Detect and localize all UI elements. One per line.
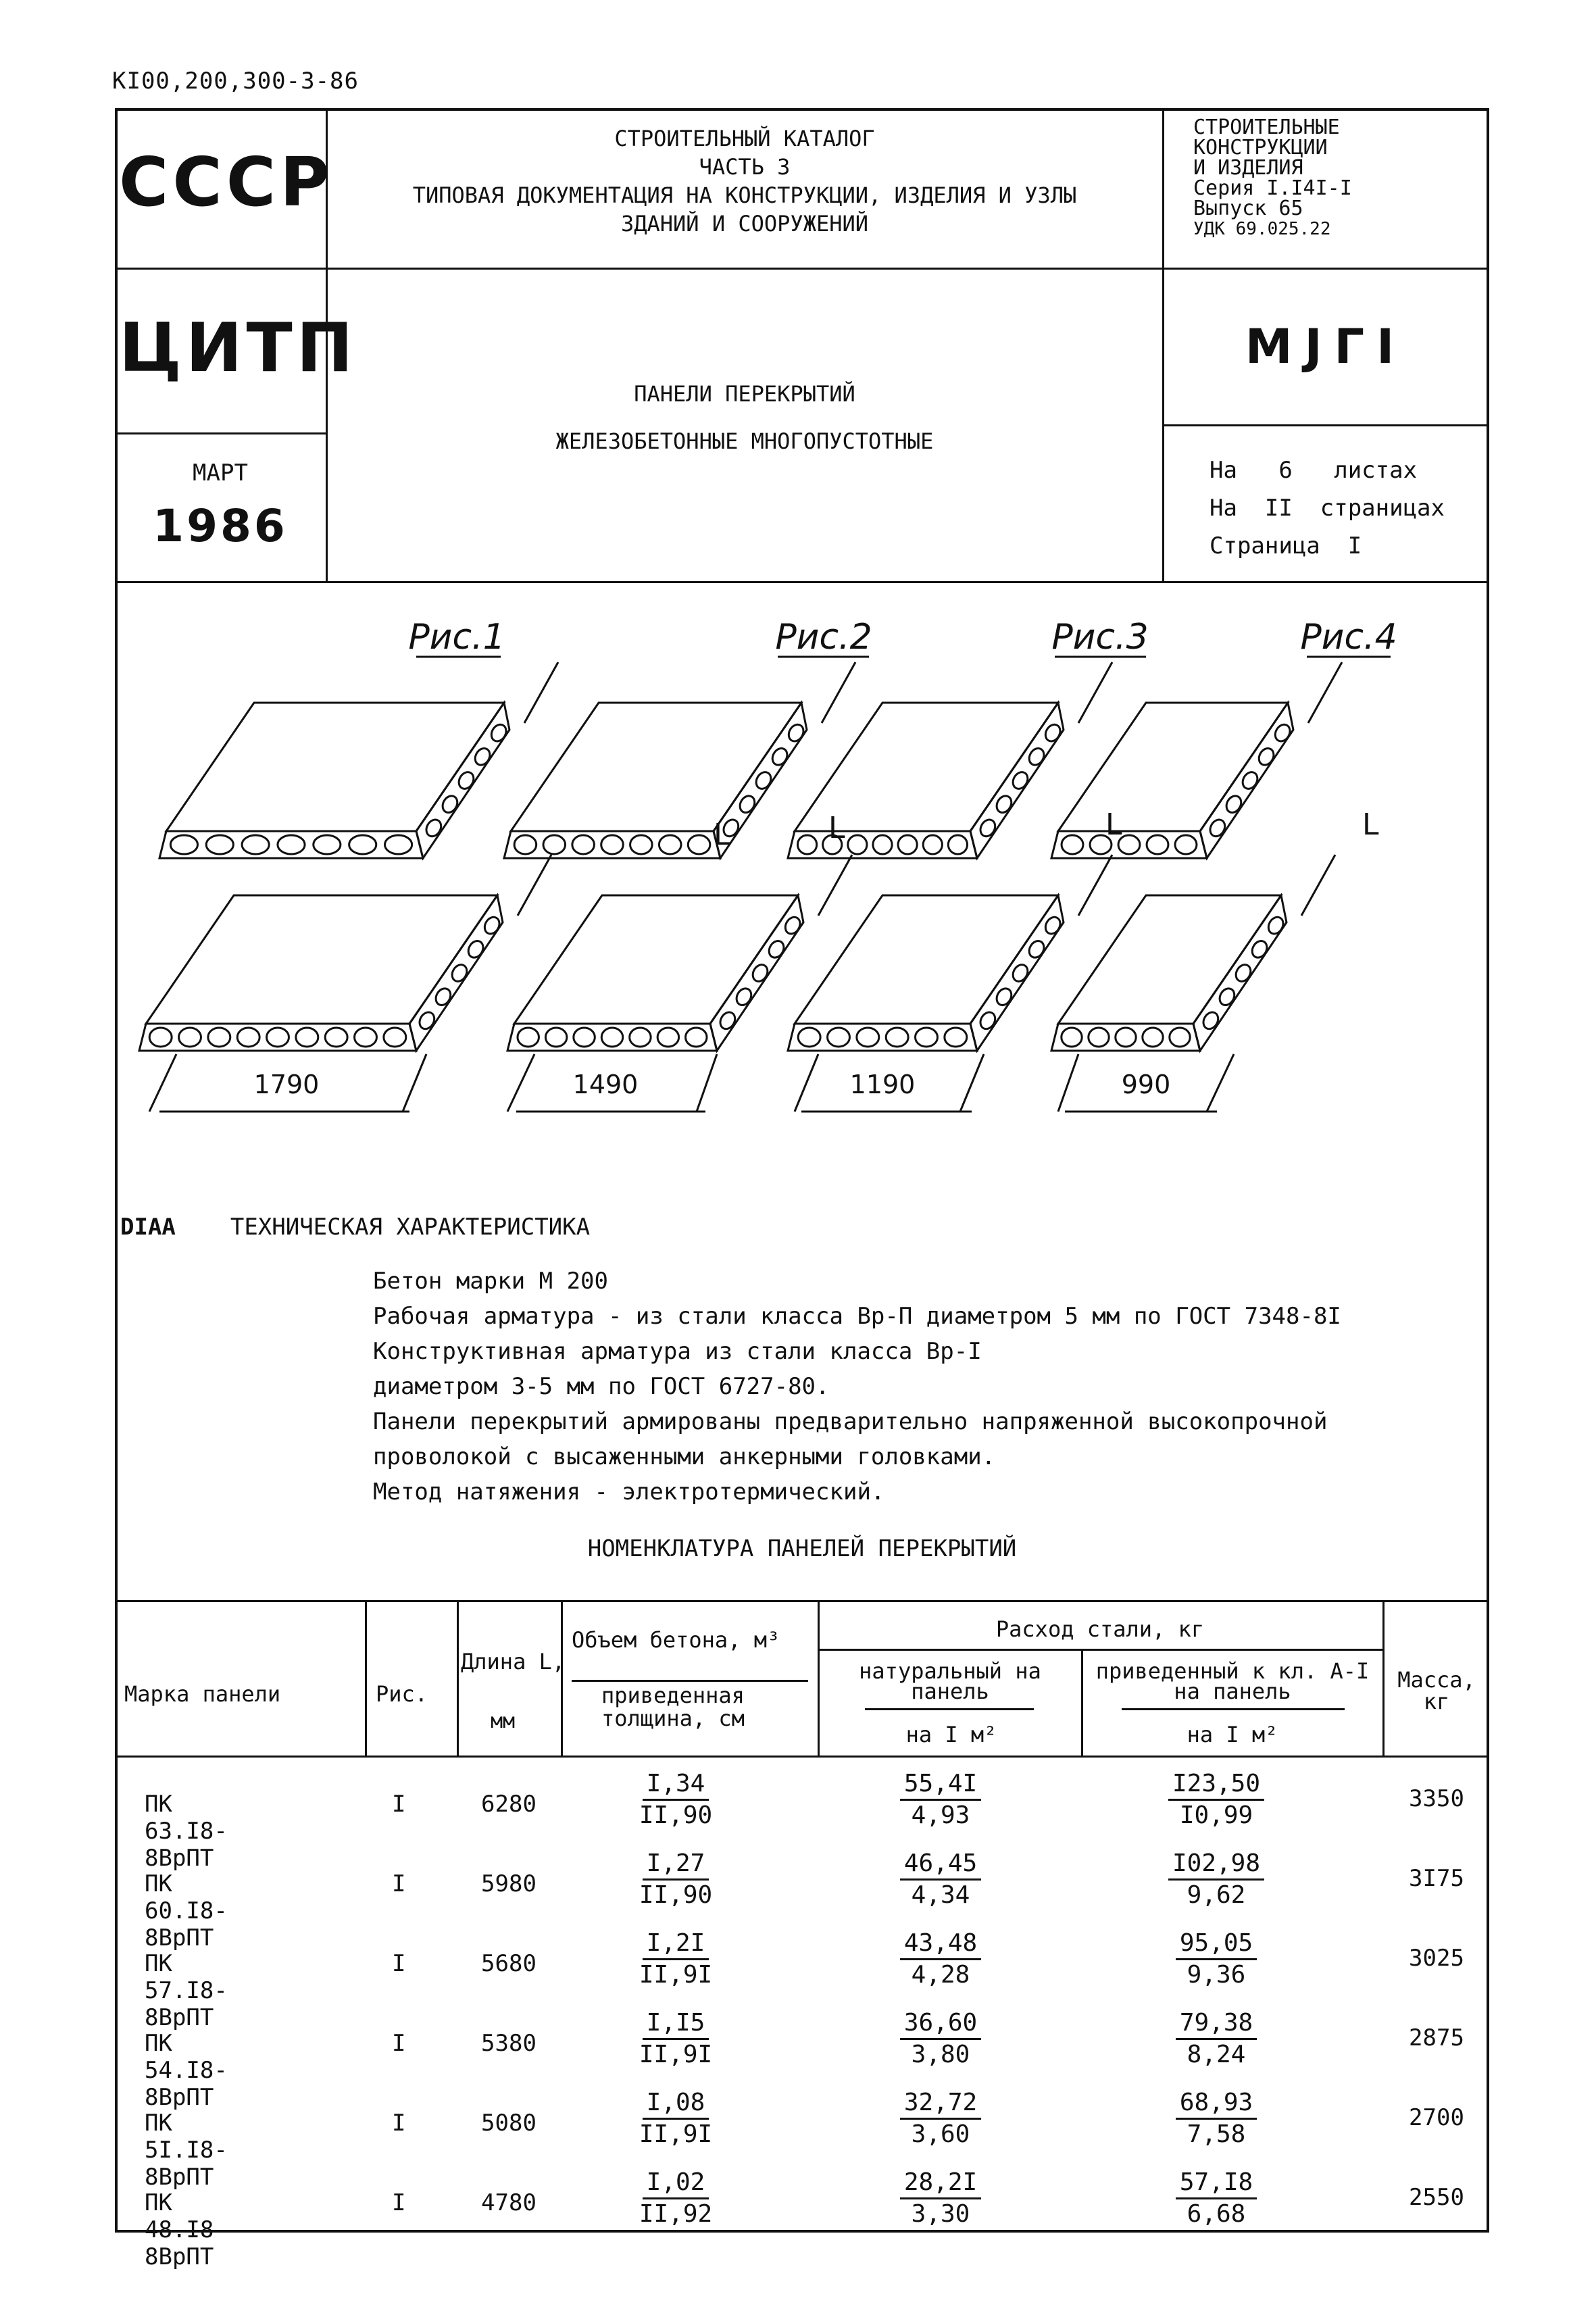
sheet-line: Страница I [1210,532,1362,559]
cell-steel-natural-denominator: 3,60 [911,2120,970,2148]
col-header-steel: Расход стали, кг [995,1616,1205,1642]
header-row-line-2-left [115,432,326,434]
info-line: КОНСТРУКЦИИ [1193,136,1328,159]
cell-length: 4780 [481,2189,537,2216]
catalog-line: ТИПОВАЯ ДОКУМЕНТАЦИЯ НА КОНСТРУКЦИИ, ИЗДЕЛИЯ И УЗЛЫ [412,182,1077,208]
cell-fig: I [392,1791,406,1818]
length-label-L: L [1362,807,1379,842]
cell-steel-natural-numerator: 32,72 [900,2088,981,2120]
length-label-L: L [714,818,730,852]
info-line: Выпуск 65 [1193,197,1303,220]
cell-concrete [588,1928,764,1990]
tech-line: диаметром 3-5 мм по ГОСТ 6727-80. [373,1373,830,1400]
tech-line: Панели перекрытий армированы предварительно напряженной высокопрочной [373,1408,1328,1435]
cell-concrete [588,1849,764,1910]
cell-concrete-denominator: II,90 [639,1801,713,1829]
cell-steel-reduced-denominator: 9,62 [1187,1881,1246,1909]
cell-concrete-denominator: II,90 [639,1881,713,1909]
cell-mass: 2550 [1409,2184,1464,2211]
table-col-line [561,1600,563,1756]
cell-mark: ПК 57.I8-8ВрПТ [145,1950,228,2031]
cell-length: 5680 [481,1950,537,1977]
cell-steel-natural-denominator: 4,28 [911,1961,970,1989]
tech-text [373,1264,1468,1510]
width-label-2: 1490 [572,1070,639,1099]
cell-steel-natural-numerator: 43,48 [900,1928,981,1960]
tech-line: Конструктивная арматура из стали класса Вр-I [373,1338,982,1365]
cell-steel-reduced-numerator: 79,38 [1176,2008,1257,2040]
cell-fig: I [392,1950,406,1977]
cell-fig: I [392,2110,406,2137]
cell-steel-natural [853,2008,1028,2070]
panel-fig2-upper [504,662,855,858]
sheet-line: На 6 листах [1210,457,1418,484]
cell-concrete-numerator: I,2I [643,1928,709,1960]
cell-concrete-denominator: II,9I [639,2120,713,2148]
cell-steel-reduced [1128,1769,1304,1831]
cell-concrete-numerator: I,27 [643,1849,709,1881]
cell-fig: I [392,2030,406,2057]
document-code-mark: МЈГI [1245,319,1407,374]
cell-concrete-numerator: I,02 [643,2168,709,2199]
cell-length: 5080 [481,2110,537,2137]
cell-concrete-numerator: I,34 [643,1769,709,1801]
col-header-mass: Масса, кг [1397,1667,1476,1714]
org-ussr: СССР [119,143,334,222]
panel-fig4-lower [1051,855,1335,1051]
catalog-line: СТРОИТЕЛЬНЫЙ КАТАЛОГ [614,126,875,151]
cell-length: 5380 [481,2030,537,2057]
cell-steel-reduced [1128,2088,1304,2149]
col-header-natural: натуральный на панель [859,1658,1041,1704]
cell-steel-natural-numerator: 36,60 [900,2008,981,2040]
cell-steel-reduced [1128,1849,1304,1910]
cell-mass: 3350 [1409,1785,1464,1812]
table-col-line [818,1600,820,1756]
cell-mass: 3025 [1409,1945,1464,1972]
cell-concrete-numerator: I,08 [643,2088,709,2120]
cell-steel-natural [853,1849,1028,1910]
cell-steel-reduced-numerator: 68,93 [1176,2088,1257,2120]
cell-steel-reduced [1128,1928,1304,1990]
table-col-line [1382,1600,1385,1756]
cell-steel-natural-denominator: 4,34 [911,1881,970,1909]
table-col-line [365,1600,367,1756]
cell-steel-reduced-numerator: I02,98 [1168,1849,1264,1881]
width-label-3: 1190 [849,1070,916,1099]
tech-line: Рабочая арматура - из стали класса Вр-П диаметром 5 мм по ГОСТ 7348-8I [373,1303,1341,1330]
title-line: ЖЕЛЕЗОБЕТОННЫЕ МНОГОПУСТОТНЫЕ [555,428,934,454]
cell-mass: 2875 [1409,2024,1464,2051]
header-bottom-line [115,581,1489,583]
panel-fig1-upper [159,662,558,858]
cell-mark: ПК 63.I8-8ВрПТ [145,1791,228,1872]
table-top-line [115,1600,1489,1602]
cell-steel-reduced-numerator: 95,05 [1176,1928,1257,1960]
cell-concrete [588,2008,764,2070]
cell-concrete [588,2088,764,2149]
col-header-length-unit: мм [491,1710,516,1733]
figure-label-1: Рис.1 [408,617,505,657]
table-sub-line [865,1708,1034,1710]
width-dimensions [149,1054,1234,1112]
issue-year: 1986 [153,500,288,552]
cell-steel-natural-denominator: 3,30 [911,2200,970,2228]
col-header-fig: Рис. [376,1681,428,1707]
sheet-info [1210,451,1487,565]
figure-labels [408,617,1397,657]
info-line: УДК 69.025.22 [1193,219,1331,239]
cell-concrete-denominator: II,9I [639,1961,713,1989]
issue-month: МАРТ [193,459,248,487]
cell-steel-natural [853,1769,1028,1831]
cell-length: 6280 [481,1791,537,1818]
series-info [1193,118,1484,239]
sheet-line: На II страницах [1210,495,1445,522]
col-header-natural-sub: на I м² [905,1722,997,1747]
width-label-4: 990 [1121,1070,1171,1099]
col-header-concrete-sub: приведенная толщина, см [601,1683,745,1731]
cell-steel-natural-numerator: 28,2I [900,2168,981,2199]
cell-steel-natural-numerator: 55,4I [900,1769,981,1801]
table-sub-line [1122,1708,1345,1710]
title-line: ПАНЕЛИ ПЕРЕКРЫТИЙ [634,381,855,407]
header-divider-right [1162,108,1164,581]
cell-steel-natural [853,2168,1028,2229]
cell-steel-reduced-denominator: 6,68 [1187,2200,1246,2228]
document-title [330,370,1159,465]
info-line: СТРОИТЕЛЬНЫЕ [1193,116,1340,139]
cell-steel-natural-numerator: 46,45 [900,1849,981,1881]
cell-steel-reduced-denominator: 9,36 [1187,1961,1246,1989]
figure-label-4: Рис.4 [1300,617,1397,657]
table-header-bottom-line [115,1756,1489,1758]
cell-steel-reduced-denominator: I0,99 [1179,1801,1253,1829]
col-header-mark: Марка панели [124,1681,281,1707]
catalog-line: ЧАСТЬ 3 [699,154,791,180]
cell-fig: I [392,2189,406,2216]
width-label-1: 1790 [253,1070,320,1099]
tech-title: ТЕХНИЧЕСКАЯ ХАРАКТЕРИСТИКА [230,1214,591,1241]
catalog-line: ЗДАНИЙ И СООРУЖЕНИЙ [620,211,869,237]
cell-concrete [588,1769,764,1831]
header-row-line-2-right [1162,424,1489,426]
cell-steel-natural [853,2088,1028,2149]
col-header-reduced-sub: на I м² [1187,1722,1278,1747]
tech-heading [120,1210,1458,1245]
table-sub-line [572,1680,808,1682]
cell-steel-reduced-denominator: 8,24 [1187,2041,1246,2068]
cell-mark: ПК 54.I8-8ВрПТ [145,2030,228,2111]
cell-concrete [588,2168,764,2229]
tech-code: DIAA [120,1214,176,1241]
panels-drawing [119,608,1485,1135]
col-header-concrete: Объем бетона, м³ [572,1627,780,1653]
cell-steel-reduced-numerator: I23,50 [1168,1769,1264,1801]
tech-line: Метод натяжения - электротермический. [373,1478,885,1505]
cell-mark: ПК 48.I8-8ВрПТ [145,2189,228,2270]
tech-line: Бетон марки М 200 [373,1268,608,1295]
info-line: И ИЗДЕЛИЯ [1193,156,1303,180]
tech-line: проволокой с высаженными анкерными головками. [373,1443,996,1470]
figure-label-3: Рис.3 [1051,617,1149,657]
cell-steel-reduced-numerator: 57,I8 [1176,2168,1257,2199]
table-col-line [1081,1649,1083,1756]
cell-steel-reduced-denominator: 7,58 [1187,2120,1246,2148]
cell-mark: ПК 5I.I8-8ВрПТ [145,2110,228,2191]
cell-concrete-denominator: II,92 [639,2200,713,2228]
cell-steel-natural-denominator: 3,80 [911,2041,970,2068]
cell-fig: I [392,1870,406,1897]
table-sub-line [818,1649,1382,1651]
cell-steel-reduced [1128,2168,1304,2229]
cell-mass: 2700 [1409,2104,1464,2131]
cell-concrete-denominator: II,9I [639,2041,713,2068]
figure-label-2: Рис.2 [775,617,872,657]
length-label-L: L [828,811,845,845]
cell-mass: 3I75 [1409,1865,1464,1892]
document-code: КI00,200,300-3-86 [112,68,359,95]
org-citp: ЦИТП [119,308,357,387]
table-col-line [457,1600,459,1756]
cell-steel-reduced [1128,2008,1304,2070]
cell-mark: ПК 60.I8-8ВрПТ [145,1870,228,1951]
length-label-L: L [1105,807,1122,842]
info-line: Серия I.I4I-I [1193,176,1352,200]
header-row-line-1 [115,268,1489,270]
cell-steel-natural-denominator: 4,93 [911,1801,970,1829]
col-header-length: Длина L, [461,1649,566,1674]
cell-length: 5980 [481,1870,537,1897]
nomenclature-title: НОМЕНКЛАТУРА ПАНЕЛЕЙ ПЕРЕКРЫТИЙ [587,1535,1017,1562]
cell-concrete-numerator: I,I5 [643,2008,709,2040]
catalog-block [330,124,1159,238]
cell-steel-natural [853,1928,1028,1990]
panel-fig1-lower [139,855,551,1051]
col-header-reduced: приведенный к кл. А-I на панель [1095,1658,1370,1704]
panel-fig2-lower [507,855,852,1051]
